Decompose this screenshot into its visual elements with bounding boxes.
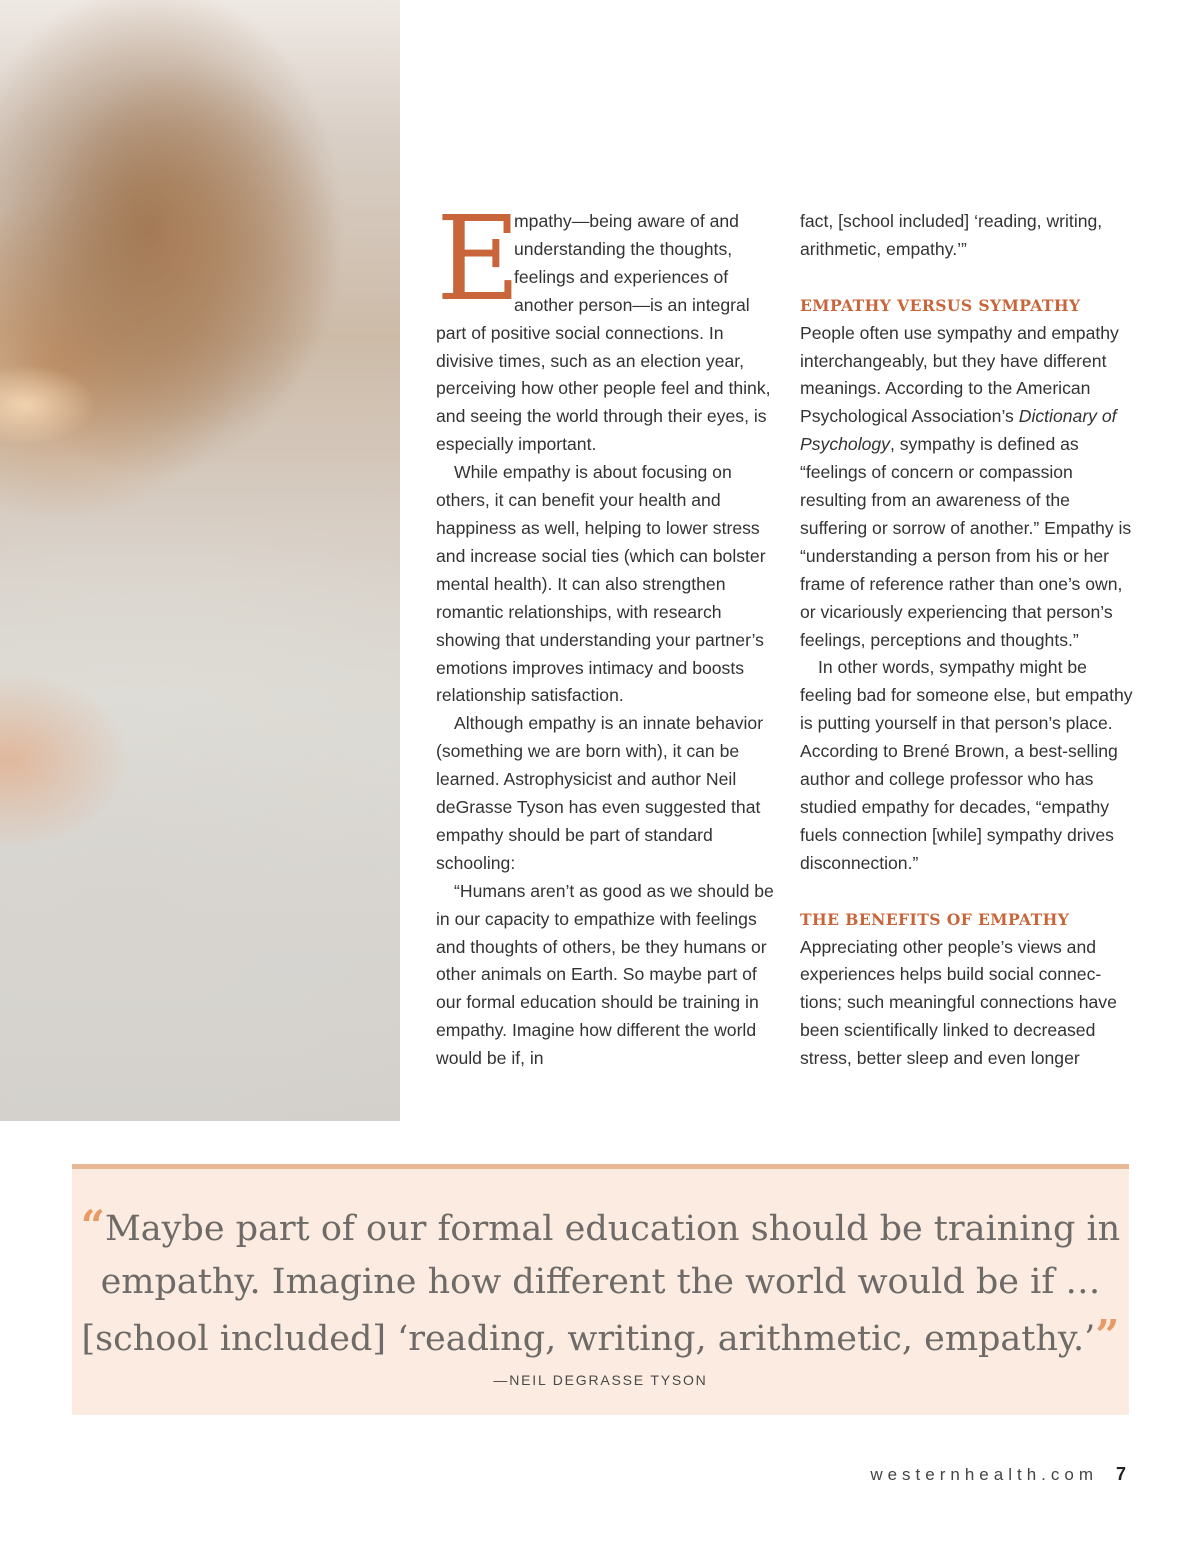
footer-website: westernhealth.com: [870, 1465, 1098, 1484]
photo-hair-shadow: [40, 60, 340, 440]
subheading-benefits: THE BENEFITS OF EMPATHY: [800, 909, 1070, 929]
paragraph-quote-continued: fact, [school included] ‘reading, writing, arithmetic, empathy.’”: [800, 211, 1103, 259]
article-column-left: [436, 192, 776, 1073]
close-quote-mark: ”: [1095, 1311, 1120, 1360]
drop-cap: E: [436, 192, 521, 327]
blurred-person-photo: [0, 0, 400, 1121]
article-column-right: [800, 208, 1140, 1073]
pull-quote-box: [72, 1164, 1129, 1415]
paragraph-definitions: People often use sympathy and empathy interchangeably, but they have different meanings. According to the American Psychological Association’s Dictionary of Psychology, sympathy is defined as “feelings of concern or compassion resulting from an awareness of the suffering or sorrow of another.” Empathy is “understanding a person from his or her frame of reference rather than one’s own, or vicariously experiencing that person’s feelings, perceptions and thoughts.”: [800, 322, 1132, 650]
subheading-empathy-vs-sympathy: EMPATHY VERSUS SYMPATHY: [800, 295, 1081, 315]
pull-quote-attribution: —NEIL DEGRASSE TYSON: [493, 1372, 708, 1388]
paragraph-health-benefits: While empathy is about focusing on others, it can benefit your health and happiness as well, helping to lower stress and increase social ties (which can bolster mental health). It can also strengthen romantic relationships, with research showing that understanding your partner’s emotions improves intimacy and boosts relationship satisfaction.: [436, 462, 766, 706]
paragraph-benefits: Appreciating other people’s views and experiences helps build social connec-tions; such meaningful connections have been scientifically linked to decreased stress, better sleep and even longer: [800, 936, 1117, 1069]
open-quote-mark: “: [80, 1201, 105, 1250]
intro-text: mpathy—being aware of and understanding the thoughts, feelings and experiences of another person—is an integral part of positive social connections. In divisive times, such as an election year, perceiving how other people feel and think, and seeing the world through their eyes, is especially important.: [436, 211, 771, 455]
pull-quote-text: “Maybe part of our formal education should be training in empathy. Imagine how different the world would be if … [school included] ‘reading, writing, arithmetic, empathy.’”: [80, 1201, 1121, 1360]
intro-paragraph: [436, 192, 776, 459]
book-title: Dictionary of Psychology: [800, 406, 1117, 455]
page-number: 7: [1116, 1464, 1127, 1484]
paragraph-learned-behavior: Although empathy is an innate behavior (something we are born with), it can be learned. Astrophysicist and author Neil deGrasse Tyson has even suggested that empathy should be part of standard schooling:: [436, 713, 764, 873]
paragraph-tyson-quote: “Humans aren’t as good as we should be in our capacity to empathize with feelings and thoughts of others, be they humans or other animals on Earth. So maybe part of our formal education should be training in empathy. Imagine how different the world would be if, in: [436, 880, 774, 1069]
paragraph-brene-brown: In other words, sympathy might be feeling bad for someone else, but empathy is putting yourself in that person’s place. According to Brené Brown, a best-selling author and college professor who has studied empathy for decades, “empathy fuels connection [while] sympathy drives disconnection.”: [800, 657, 1133, 873]
